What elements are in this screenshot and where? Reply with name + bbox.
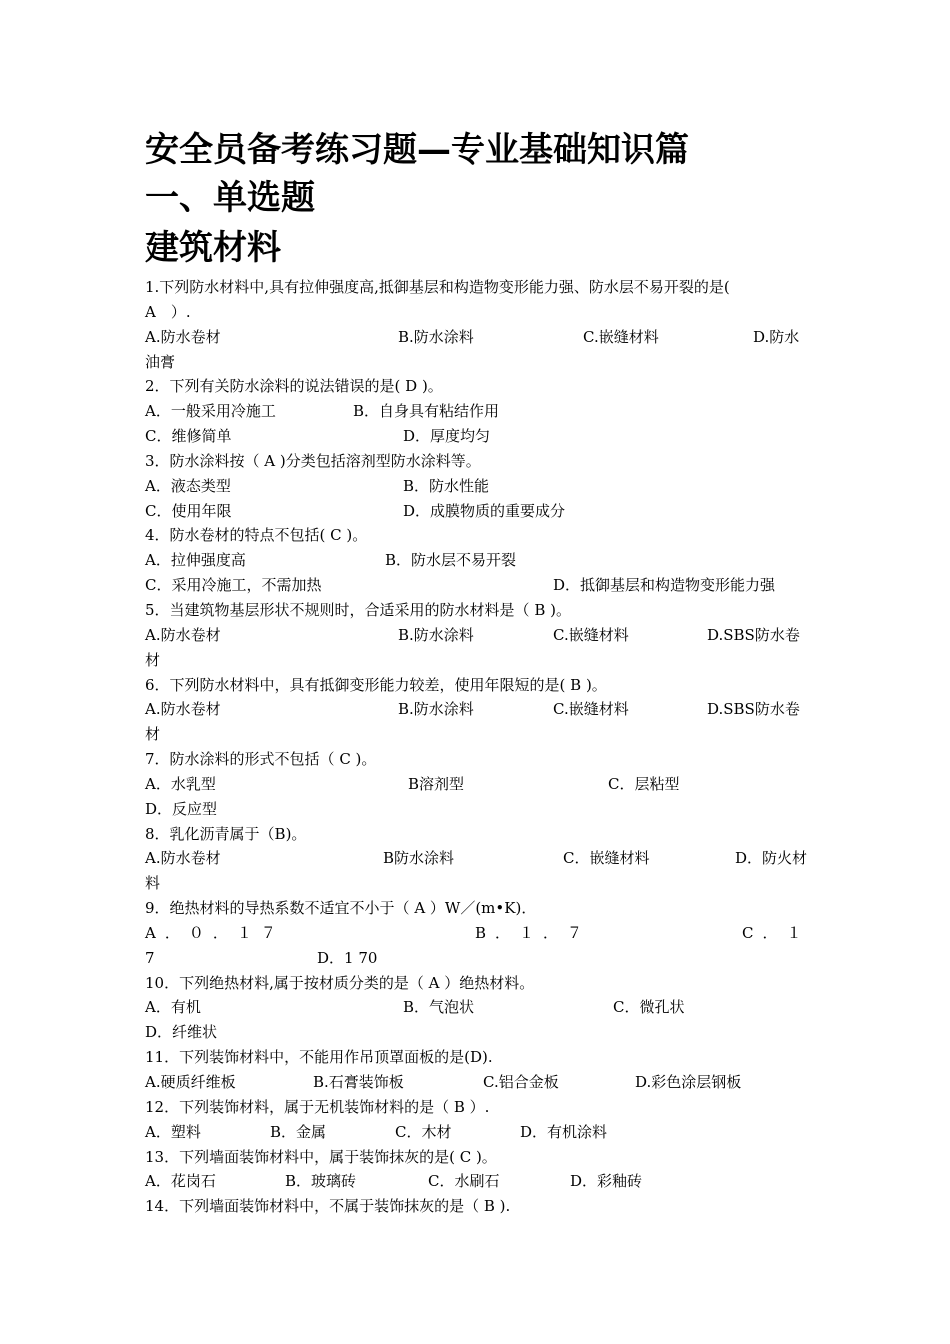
question-text: 料 [145,874,161,893]
answer-option: A.硬质纤维板 [145,1073,236,1091]
answer-option: B．气泡状 [403,998,475,1017]
text-line [145,374,810,399]
answer-option: D．有机涂料 [520,1122,608,1141]
answer-option: D．彩釉砖 [570,1172,643,1191]
text-line [145,648,810,673]
answer-option: A．拉伸强度高 [145,551,246,570]
answer-option: C．嵌缝材料 [563,849,650,868]
answer-option: A.防水卷材 [145,625,221,644]
text-line [145,747,810,772]
answer-option: A．液态类型 [145,476,231,495]
answer-option: D.防水 [753,327,800,346]
text-line [145,350,810,375]
text-line [145,300,810,325]
answer-option: B.防水涂料 [398,700,474,719]
answer-option: A．有机 [145,998,201,1017]
question-text: 4．防水卷材的特点不包括( C )。 [145,526,368,545]
answer-option: C．层粘型 [608,774,680,793]
answer-option: C．采用冷施工，不需加热 [145,576,322,595]
answer-option: B．防水层不易开裂 [385,551,517,570]
text-line [145,772,810,797]
question-text: 5．当建筑物基层形状不规则时，合适采用的防水材料是（ B )。 [145,600,571,619]
question-text: D．纤维状 [145,1023,218,1042]
text-line [145,921,810,946]
text-line [145,896,810,921]
text-line [145,449,810,474]
text-line [145,1095,810,1120]
answer-option: C.嵌缝材料 [583,327,659,346]
document-title: 安全员备考练习题—专业基础知识篇 [145,130,689,170]
answer-option: D.SBS防水卷 [707,700,800,719]
answer-option: C．木材 [395,1122,452,1141]
text-line [145,946,810,971]
text-line [145,399,810,424]
text-line [145,722,810,747]
text-line [145,971,810,996]
text-line [145,548,810,573]
question-text: 12．下列装饰材料，属于无机装饰材料的是（ B ）. [145,1097,490,1116]
answer-option: D.SBS防水卷 [707,625,800,644]
question-text: 11．下列装饰材料中，不能用作吊顶罩面板的是(D). [145,1048,493,1067]
text-line [145,474,810,499]
answer-option: B防水涂料 [383,849,455,868]
answer-option: D.彩色涂层钢板 [635,1073,742,1091]
answer-option: D．成膜物质的重要成分 [403,501,566,520]
question-list [145,275,810,1219]
question-text: 10．下列绝热材料,属于按材质分类的是（ A ）绝热材料。 [145,973,535,992]
answer-option: A.防水卷材 [145,700,221,719]
answer-option: B．１．７ [475,923,592,942]
answer-option: C．维修简单 [145,427,232,446]
answer-option: A.防水卷材 [145,849,221,868]
text-line [145,325,810,350]
answer-option: B．玻璃砖 [285,1172,357,1191]
text-line [145,1045,810,1070]
text-line [145,995,810,1020]
question-text: 油膏 [145,352,176,371]
answer-option: D．抵御基层和构造物变形能力强 [553,576,776,595]
text-line [145,499,810,524]
answer-option: C．１ [742,923,811,942]
question-text: 6．下列防水材料中，具有抵御变形能力较差，使用年限短的是( B )。 [145,675,607,694]
answer-option: D．1 70 [317,948,378,967]
answer-option: B.石膏装饰板 [313,1073,404,1091]
text-line [145,1120,810,1145]
text-line [145,1169,810,1194]
question-text: 1.下列防水材料中,具有拉伸强度高,抵御基层和构造物变形能力强、防水层不易开裂的是( [145,278,730,296]
answer-option: D．厚度均匀 [403,427,491,446]
text-line [145,822,810,847]
question-text: 材 [145,725,161,744]
section-heading: 一、单选题 [145,178,315,218]
answer-option: B.防水涂料 [398,327,474,346]
answer-option: C.嵌缝材料 [553,625,629,644]
answer-option: A.防水卷材 [145,327,221,346]
text-line [145,846,810,871]
answer-option: B．自身具有粘结作用 [353,402,500,421]
question-text: 9．绝热材料的导热系数不适宜不小于（ A ）W／(m•K)． [145,899,537,918]
text-line [145,623,810,648]
text-line [145,673,810,698]
answer-option: D．防火材 [735,849,808,868]
text-line [145,697,810,722]
text-line [145,1020,810,1045]
question-text: 8．乳化沥青属于（B)。 [145,824,307,843]
question-text: 7．防水涂料的形式不包括（ C )。 [145,750,377,769]
answer-option: C．微孔状 [613,998,685,1017]
text-line [145,523,810,548]
subsection-heading: 建筑材料 [145,228,281,268]
question-text: A ）. [145,302,191,321]
answer-option: 7 [145,948,155,967]
question-text: 材 [145,650,161,669]
text-line [145,573,810,598]
text-line [145,1145,810,1170]
answer-option: A．一般采用冷施工 [145,402,276,421]
answer-option: C．使用年限 [145,501,232,520]
text-line [145,1070,810,1095]
answer-option: C.嵌缝材料 [553,700,629,719]
text-line [145,1194,810,1219]
answer-option: B.防水涂料 [398,625,474,644]
answer-option: A．０．１７ [145,923,285,942]
answer-option: A．塑料 [145,1122,201,1141]
answer-option: B．金属 [270,1122,327,1141]
question-text: 14．下列墙面装饰材料中，不属于装饰抹灰的是（ B ). [145,1197,511,1216]
text-line [145,598,810,623]
question-text: 3．防水涂料按（ A )分类包括溶剂型防水涂料等。 [145,451,481,470]
question-text: 2．下列有关防水涂料的说法错误的是( D )。 [145,377,443,396]
answer-option: A．水乳型 [145,774,216,793]
answer-option: C．水刷石 [428,1172,500,1191]
text-line [145,871,810,896]
question-text: 13．下列墙面装饰材料中，属于装饰抹灰的是( C )。 [145,1147,497,1166]
text-line [145,424,810,449]
text-line [145,275,810,300]
answer-option: B．防水性能 [403,476,490,495]
text-line [145,797,810,822]
answer-option: A．花岗石 [145,1172,216,1191]
answer-option: C.铝合金板 [483,1073,559,1091]
question-text: D．反应型 [145,799,218,818]
answer-option: B溶剂型 [408,774,465,793]
